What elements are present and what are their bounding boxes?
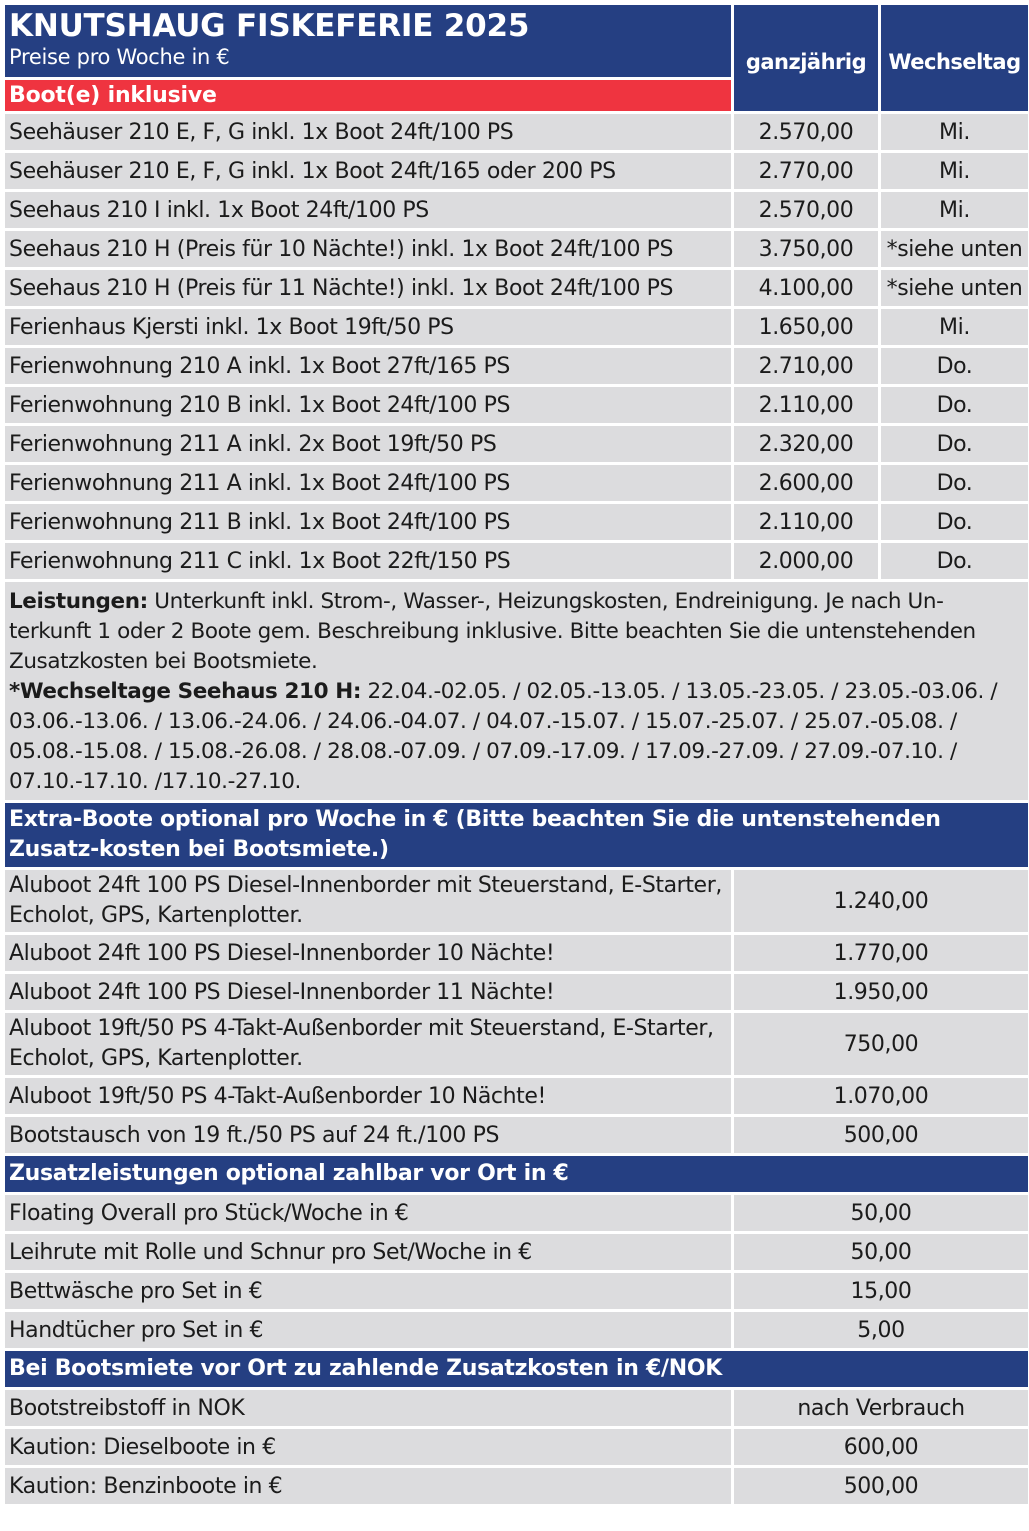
extra-boat-name: Aluboot 19ft/50 PS 4-Takt-Außenborder mit Steuerstand, E-Starter, Echolot, GPS, Kartenplotter.: [5, 1013, 731, 1075]
boat-included-label: Boot(e) inklusive: [5, 80, 731, 111]
column-header-price: ganzjährig: [734, 5, 878, 111]
unit-row: [5, 309, 1028, 345]
unit-changeday: Mi.: [881, 309, 1028, 345]
extra-boat-row: [5, 1013, 1028, 1075]
unit-name: Ferienhaus Kjersti inkl. 1x Boot 19ft/50 PS: [5, 309, 731, 345]
page-title: KNUTSHAUG FISKEFERIE 2025: [9, 8, 530, 44]
extra-service-name: Handtücher pro Set in €: [5, 1312, 731, 1348]
notes-block: [5, 582, 1028, 800]
rental-cost-name: Kaution: Benzinboote in €: [5, 1468, 731, 1504]
extra-boat-name: Bootstausch von 19 ft./50 PS auf 24 ft./100 PS: [5, 1117, 731, 1153]
extra-service-price: 15,00: [734, 1273, 1028, 1309]
services-label: Leistungen:: [9, 589, 148, 614]
unit-price: 4.100,00: [734, 270, 878, 306]
extra-boat-row: [5, 935, 1028, 971]
extra-service-name: Leihrute mit Rolle und Schnur pro Set/Woche in €: [5, 1234, 731, 1270]
unit-price: 2.000,00: [734, 543, 878, 579]
column-header-changeday: Wechseltag: [881, 5, 1028, 111]
unit-name: Seehaus 210 H (Preis für 10 Nächte!) inkl. 1x Boot 24ft/100 PS: [5, 231, 731, 267]
extras-local-header: Zusatzleistungen optional zahlbar vor Ort in €: [5, 1156, 1028, 1192]
section-header-row: [5, 1351, 1028, 1387]
unit-row: [5, 231, 1028, 267]
unit-name: Seehaus 210 H (Preis für 11 Nächte!) inkl. 1x Boot 24ft/100 PS: [5, 270, 731, 306]
extra-boat-price: 1.240,00: [734, 870, 1028, 932]
unit-name: Ferienwohnung 211 C inkl. 1x Boot 22ft/150 PS: [5, 543, 731, 579]
unit-row: [5, 543, 1028, 579]
extra-service-row: [5, 1195, 1028, 1231]
changedays-label: *Wechseltage Seehaus 210 H:: [9, 679, 362, 704]
unit-price: 2.600,00: [734, 465, 878, 501]
unit-row: [5, 465, 1028, 501]
unit-changeday: Do.: [881, 426, 1028, 462]
page-subtitle: Preise pro Woche in €: [9, 45, 230, 69]
rental-cost-price: 500,00: [734, 1468, 1028, 1504]
rental-cost-row: [5, 1468, 1028, 1504]
title-block: [5, 5, 731, 77]
unit-row: [5, 387, 1028, 423]
unit-changeday: Do.: [881, 348, 1028, 384]
unit-changeday: Mi.: [881, 114, 1028, 150]
rental-cost-row: [5, 1390, 1028, 1426]
unit-price: 2.770,00: [734, 153, 878, 189]
unit-row: [5, 153, 1028, 189]
extra-boat-row: [5, 974, 1028, 1010]
extra-boat-name: Aluboot 24ft 100 PS Diesel-Innenborder mit Steuerstand, E-Starter, Echolot, GPS, Kartenplotter.: [5, 870, 731, 932]
unit-price: 1.650,00: [734, 309, 878, 345]
unit-row: [5, 114, 1028, 150]
unit-price: 3.750,00: [734, 231, 878, 267]
extra-boat-price: 1.070,00: [734, 1078, 1028, 1114]
unit-row: [5, 426, 1028, 462]
rental-costs-header: Bei Bootsmiete vor Ort zu zahlende Zusatzkosten in €/NOK: [5, 1351, 1028, 1387]
extra-boat-price: 750,00: [734, 1013, 1028, 1075]
unit-changeday: Do.: [881, 465, 1028, 501]
rental-cost-name: Bootstreibstoff in NOK: [5, 1390, 731, 1426]
extra-service-row: [5, 1273, 1028, 1309]
extra-boat-price: 500,00: [734, 1117, 1028, 1153]
unit-changeday: Do.: [881, 543, 1028, 579]
extra-boat-row: [5, 1078, 1028, 1114]
unit-name: Seehaus 210 I inkl. 1x Boot 24ft/100 PS: [5, 192, 731, 228]
unit-row: [5, 348, 1028, 384]
section-header-row: [5, 1156, 1028, 1192]
extra-boats-header: Extra-Boote optional pro Woche in € (Bitte beachten Sie die untenstehenden Zusatz-kosten bei Bootsmiete.): [5, 803, 1028, 867]
unit-name: Ferienwohnung 211 B inkl. 1x Boot 24ft/100 PS: [5, 504, 731, 540]
rental-cost-price: nach Verbrauch: [734, 1390, 1028, 1426]
extra-service-price: 5,00: [734, 1312, 1028, 1348]
extra-boat-price: 1.950,00: [734, 974, 1028, 1010]
unit-changeday: *siehe unten: [881, 270, 1028, 306]
rental-cost-row: [5, 1429, 1028, 1465]
extra-boat-row: [5, 1117, 1028, 1153]
unit-row: [5, 270, 1028, 306]
unit-price: 2.110,00: [734, 504, 878, 540]
notes-row: [5, 582, 1028, 800]
extra-service-row: [5, 1312, 1028, 1348]
unit-name: Ferienwohnung 211 A inkl. 1x Boot 24ft/100 PS: [5, 465, 731, 501]
price-table: [2, 2, 1029, 1507]
changedays-text: 22.04.-02.05. / 02.05.-13.05. / 13.05.-23.05. / 23.05.-03.06. / 03.06.-13.06. / 13.06.-24.06. / 24.06.-04.07. / 04.07.-15.07. / 15.07.-25.07. / 25.07.-05.08. / 05.08.-15.08. / 15.08.-26.08. / 28.08.-07.09. / 07.09.-17.09. / 17.09.-27.09. / 27.09.-07.10. / 07.10.-17.10. /17.10.-27.10.: [9, 679, 998, 794]
unit-row: [5, 504, 1028, 540]
extra-service-name: Floating Overall pro Stück/Woche in €: [5, 1195, 731, 1231]
services-text: Unterkunft inkl. Strom-, Wasser-, Heizungskosten, Endreinigung. Je nach Un-terkunft 1 oder 2 Boote gem. Beschreibung inklusive. Bitte beachten Sie die untenstehenden Zusatzkosten bei Bootsmiete.: [9, 589, 976, 674]
unit-name: Ferienwohnung 210 A inkl. 1x Boot 27ft/165 PS: [5, 348, 731, 384]
unit-changeday: Mi.: [881, 153, 1028, 189]
unit-changeday: Do.: [881, 387, 1028, 423]
unit-price: 2.710,00: [734, 348, 878, 384]
unit-name: Ferienwohnung 211 A inkl. 2x Boot 19ft/50 PS: [5, 426, 731, 462]
rental-cost-name: Kaution: Dieselboote in €: [5, 1429, 731, 1465]
unit-price: 2.320,00: [734, 426, 878, 462]
title-row: [5, 5, 1028, 77]
extra-boat-name: Aluboot 19ft/50 PS 4-Takt-Außenborder 10 Nächte!: [5, 1078, 731, 1114]
unit-price: 2.110,00: [734, 387, 878, 423]
unit-changeday: Mi.: [881, 192, 1028, 228]
unit-changeday: *siehe unten: [881, 231, 1028, 267]
extra-service-name: Bettwäsche pro Set in €: [5, 1273, 731, 1309]
extra-boat-price: 1.770,00: [734, 935, 1028, 971]
extra-boat-row: [5, 870, 1028, 932]
unit-price: 2.570,00: [734, 192, 878, 228]
extra-service-row: [5, 1234, 1028, 1270]
section-header-row: [5, 803, 1028, 867]
unit-name: Seehäuser 210 E, F, G inkl. 1x Boot 24ft/100 PS: [5, 114, 731, 150]
unit-price: 2.570,00: [734, 114, 878, 150]
extra-service-price: 50,00: [734, 1195, 1028, 1231]
unit-changeday: Do.: [881, 504, 1028, 540]
unit-name: Ferienwohnung 210 B inkl. 1x Boot 24ft/100 PS: [5, 387, 731, 423]
unit-name: Seehäuser 210 E, F, G inkl. 1x Boot 24ft/165 oder 200 PS: [5, 153, 731, 189]
extra-service-price: 50,00: [734, 1234, 1028, 1270]
rental-cost-price: 600,00: [734, 1429, 1028, 1465]
unit-row: [5, 192, 1028, 228]
extra-boat-name: Aluboot 24ft 100 PS Diesel-Innenborder 11 Nächte!: [5, 974, 731, 1010]
extra-boat-name: Aluboot 24ft 100 PS Diesel-Innenborder 10 Nächte!: [5, 935, 731, 971]
